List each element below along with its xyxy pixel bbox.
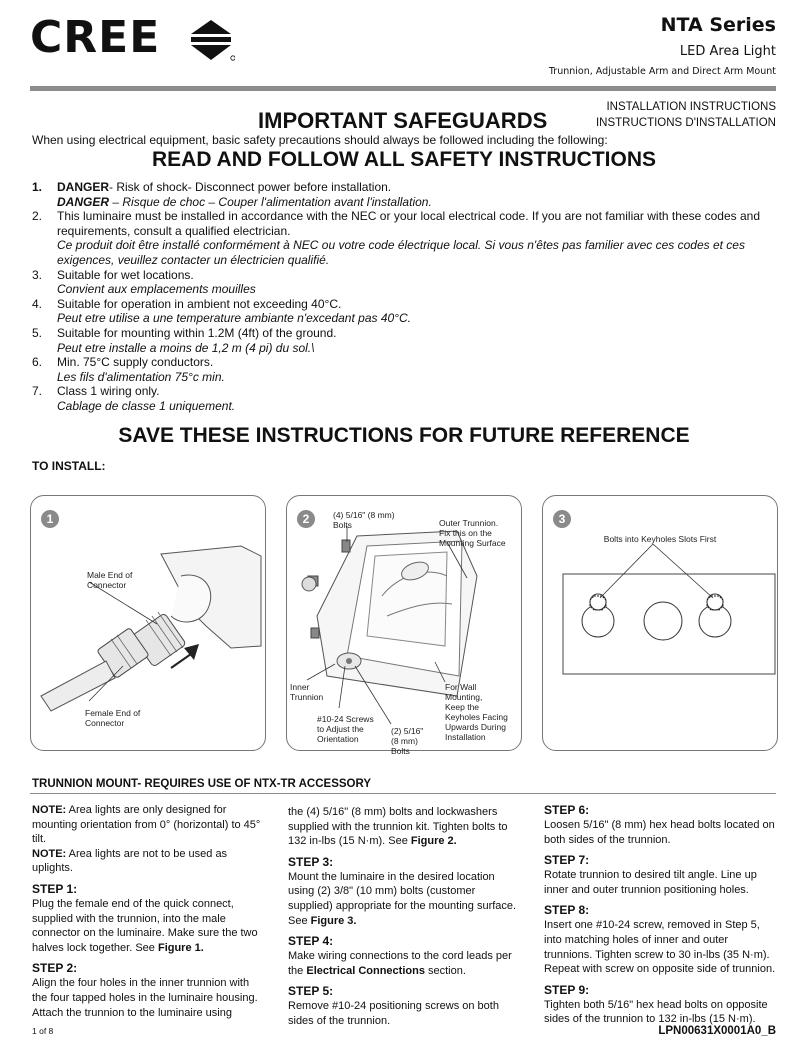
column-2 bbox=[288, 805, 520, 1029]
step-7-text: Rotate trunnion to desired tilt angle. Line up inner and outer trunnion positioning holes. bbox=[544, 869, 757, 896]
step-3-text: Mount the luminaire in the desired location using (2) 3/8" (10 mm) bolts (customer supplied) appropriate for the mounting surface. See Figure 3. bbox=[288, 870, 517, 927]
bolts-2-label: (2) 5/16" (8 mm) Bolts bbox=[391, 726, 424, 756]
step-2-continued: the (4) 5/16" (8 mm) bolts and lockwashers supplied with the trunnion kit. Tighten bolts to 132 in-lbs (15 N·m). See Figure 2. bbox=[288, 806, 508, 848]
to-install-heading: TO INSTALL: bbox=[32, 459, 106, 473]
step-1-text: Plug the female end of the quick connect, supplied with the trunnion, into the male connector on the luminaire. Make sure the two halves lock together. See Figure 1. bbox=[32, 897, 258, 954]
step-6-heading: STEP 6: bbox=[544, 803, 590, 817]
step-5-text: Remove #10-24 positioning screws on both sides of the trunnion. bbox=[288, 1000, 499, 1027]
inner-trunnion-label: Inner Trunnion bbox=[290, 682, 324, 702]
step-2-heading: STEP 2: bbox=[32, 961, 78, 976]
mount-types: Trunnion, Adjustable Arm and Direct Arm Mount bbox=[548, 66, 776, 77]
list-item: 2. This luminaire must be installed in accordance with the NEC or your local electrical code. If you are not familiar with these codes and requirements, consult a qualified electrician. Ce produit doit être installé conformément à NEC ou votre code électrique local. Si vous n'êtes pas familier avec ces codes et ces exigences, veuillez contacter un électricien qualifié. bbox=[32, 209, 761, 267]
column-3 bbox=[544, 803, 778, 1027]
keyholes-label: Bolts into Keyholes Slots First bbox=[603, 534, 717, 544]
figure-1-badge: 1 bbox=[41, 510, 59, 528]
step-3-heading: STEP 3: bbox=[288, 854, 334, 869]
step-2-text: Align the four holes in the inner trunnion with the four tapped holes in the luminaire housing. Attach the trunnion to the luminaire using bbox=[32, 977, 258, 1019]
list-item: 1. DANGER- Risk of shock- Disconnect power before installation. DANGER – Risque de choc – Couper l'alimentation avant l'installation. bbox=[32, 180, 432, 209]
list-item: 4. Suitable for operation in ambient not exceeding 40°C. Peut etre utilise a une temperature ambiante n'excedant pas 40°C. bbox=[32, 296, 411, 326]
safety-list bbox=[32, 180, 780, 414]
page-number: 1 of 8 bbox=[32, 1026, 54, 1036]
figure-2-panel bbox=[286, 495, 522, 756]
connector-illustration bbox=[31, 496, 265, 750]
installation-instructions-en: INSTALLATION INSTRUCTIONS bbox=[606, 101, 776, 113]
wall-mounting-label: For Wall Mounting, Keep the Keyholes Facing Upwards During Installation bbox=[445, 682, 508, 742]
section-rule bbox=[30, 793, 776, 794]
step-9-heading: STEP 9: bbox=[544, 982, 590, 997]
step-7-heading: STEP 7: bbox=[544, 853, 590, 868]
figure-3-panel bbox=[542, 495, 778, 751]
step-6-text: Loosen 5/16" (8 mm) hex head bolts located on both sides of the trunnion. bbox=[544, 819, 775, 846]
list-item: 6. Min. 75°C supply conductors. Les fils d'alimentation 75°c min. bbox=[32, 355, 225, 384]
list-item: 3. Suitable for wet locations. Convient aux emplacements mouilles bbox=[32, 267, 256, 297]
step-4-heading: STEP 4: bbox=[288, 934, 334, 949]
female-end-label: Female End of Connector bbox=[85, 708, 141, 728]
safeguards-title: IMPORTANT SAFEGUARDS bbox=[258, 108, 548, 133]
header-rule bbox=[30, 86, 776, 91]
male-end-label: Male End of Connector bbox=[87, 570, 133, 590]
cree-logo-icon bbox=[187, 18, 235, 62]
bolts-label: (4) 5/16" (8 mm) Bolts bbox=[333, 510, 395, 530]
installation-instructions-fr: INSTRUCTIONS D'INSTALLATION bbox=[595, 117, 776, 129]
list-item: 5. Suitable for mounting within 1.2M (4ft) of the ground. Peut etre installe a moins de 1,2 m (4 pi) du sol.\ bbox=[32, 325, 337, 355]
save-instructions-heading: SAVE THESE INSTRUCTIONS FOR FUTURE REFERENCE bbox=[118, 424, 690, 447]
figure-1-panel bbox=[30, 495, 266, 751]
outer-trunnion-label: Outer Trunnion. Fix this on the Mounting Surface bbox=[439, 518, 506, 548]
note-2: NOTE: Area lights are not to be used as uplights. bbox=[32, 847, 228, 875]
series-title: NTA Series bbox=[660, 14, 776, 36]
step-1-heading: STEP 1: bbox=[32, 881, 78, 896]
figure-3-badge: 3 bbox=[553, 510, 571, 528]
cree-logo-text: CREE bbox=[30, 12, 161, 63]
screws-label: #10-24 Screws to Adjust the Orientation bbox=[317, 714, 374, 744]
step-5-heading: STEP 5: bbox=[288, 984, 334, 999]
step-8-text: Insert one #10-24 screw, removed in Step 5, into matching holes of inner and outer trunnions. Tighten screw to 30 in-lbs (35 N·m). Repeat with screw on opposite side of trunnion. bbox=[544, 919, 776, 976]
safety-intro: When using electrical equipment, basic safety precautions should always be followed including the following: bbox=[32, 133, 608, 147]
document-number: LPN00631X0001A0_B bbox=[658, 1025, 776, 1037]
figure-2-badge: 2 bbox=[297, 510, 315, 528]
list-item: 7. Class 1 wiring only. Cablage de classe 1 uniquement. bbox=[32, 384, 236, 413]
column-1 bbox=[32, 803, 264, 1020]
product-name: LED Area Light bbox=[679, 44, 776, 59]
step-8-heading: STEP 8: bbox=[544, 903, 590, 918]
step-9-text: Tighten both 5/16" hex head bolts on opposite sides of the trunnion to 132 in-lbs (15 N·m). bbox=[544, 998, 768, 1026]
step-4-text: Make wiring connections to the cord leads per the Electrical Connections section. bbox=[288, 950, 512, 977]
trunnion-heading: TRUNNION MOUNT- REQUIRES USE OF NTX-TR ACCESSORY bbox=[32, 778, 372, 790]
read-follow-heading: READ AND FOLLOW ALL SAFETY INSTRUCTIONS bbox=[152, 148, 656, 171]
note-1: NOTE: Area lights are only designed for mounting orientation from 0° (horizontal) to 45° tilt. bbox=[32, 804, 261, 846]
